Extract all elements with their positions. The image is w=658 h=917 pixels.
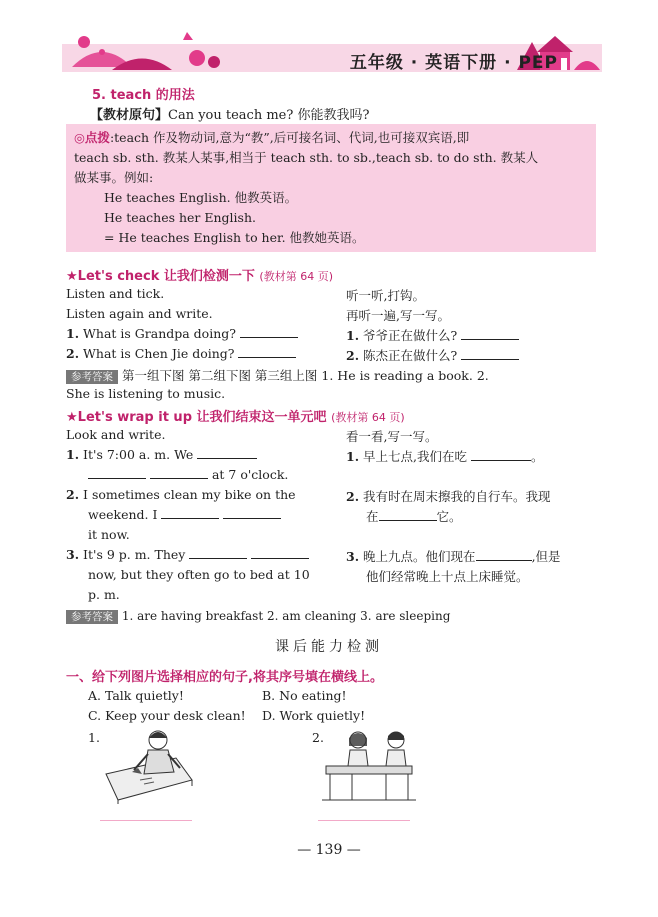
header-title: 五年级 · 英语下册 · PEP — [349, 53, 558, 73]
practice-part-1: 一、给下列图片选择相应的句子,将其序号填在横线上。 — [66, 670, 383, 685]
answer-blank[interactable] — [251, 558, 309, 559]
answer-blank[interactable] — [150, 478, 208, 479]
boy-drawing-on-desk-icon — [104, 726, 194, 804]
check-heading: ★Let's check 让我们检测一下 (教材第 64 页) — [66, 269, 333, 284]
original-label: 【教材原句】 — [90, 108, 169, 123]
tip-example-3: = He teaches English to her. 他教她英语。 — [104, 230, 365, 245]
page-number: — 139 — — [297, 842, 361, 858]
wrap-instruction-en: Look and write. — [66, 427, 166, 442]
picture-2-number: 2. — [312, 730, 324, 745]
wrap-q1-line2: at 7 o'clock. — [88, 467, 288, 482]
answer-label: 参考答案 — [66, 370, 118, 384]
answer-blank[interactable] — [240, 337, 298, 338]
check-question-1-cn: 1. 爷爷正在做什么? — [346, 326, 519, 344]
answer-blank[interactable] — [189, 558, 247, 559]
check-line-1-cn: 听一听,打钩。 — [346, 288, 425, 303]
answer-blank[interactable] — [476, 560, 532, 561]
check-line-2-cn: 再听一遍,写一写。 — [346, 308, 450, 323]
check-question-2-cn: 2. 陈杰正在做什么? — [346, 346, 519, 364]
wrap-q1-cn: 1. 早上七点,我们在吃 。 — [346, 449, 544, 464]
answer-blank[interactable] — [238, 357, 296, 358]
check-answer: 参考答案 第一组下图 第二组下图 第三组上图 1. He is reading a book. 2. — [66, 366, 489, 384]
tip-example-2: He teaches her English. — [104, 210, 256, 225]
answer-label: 参考答案 — [66, 610, 118, 624]
answer-line-1[interactable] — [100, 820, 192, 821]
original-text: Can you teach me? 你能教我吗? — [168, 108, 370, 123]
practice-title: 课后能力检测 — [275, 639, 383, 655]
answer-line-2[interactable] — [318, 820, 410, 821]
tip-label: 点拨 — [84, 130, 110, 145]
wrap-q3-cn-line2: 他们经常晚上十点上床睡觉。 — [366, 569, 529, 584]
option-b: B. No eating! — [262, 688, 347, 703]
answer-blank[interactable] — [88, 478, 146, 479]
wrap-q2: 2. I sometimes clean my bike on the — [66, 487, 296, 502]
wrap-q3: 3. It's 9 p. m. They — [66, 547, 309, 562]
option-c: C. Keep your desk clean! — [88, 708, 246, 723]
wrap-q3-line2: now, but they often go to bed at 10 — [88, 567, 310, 582]
original-sentence — [90, 104, 369, 123]
tip-example-1: He teaches English. 他教英语。 — [104, 190, 298, 205]
answer-blank[interactable] — [223, 518, 281, 519]
children-at-desk-icon — [322, 726, 416, 804]
wrap-q2-line3: it now. — [88, 527, 130, 542]
section-5-title: 5. teach 的用法 — [92, 88, 195, 103]
answer-blank[interactable] — [461, 359, 519, 360]
wrap-answer: 参考答案 1. are having breakfast 2. am cleaning 3. are sleeping — [66, 609, 450, 624]
check-line-1-en: Listen and tick. — [66, 286, 165, 301]
tip-line-2: teach sb. sth. 教某人某事,相当于 teach sth. to sb.,teach sb. to do sth. 教某人 — [74, 150, 539, 165]
check-answer-cont: She is listening to music. — [66, 386, 226, 401]
check-question-2: 2. What is Chen Jie doing? — [66, 346, 296, 361]
wrap-instruction-cn: 看一看,写一写。 — [346, 429, 438, 444]
check-question-1: 1. What is Grandpa doing? — [66, 326, 298, 341]
tip-line-3: 做某事。例如: — [74, 170, 154, 185]
check-line-2-en: Listen again and write. — [66, 306, 213, 321]
answer-blank[interactable] — [461, 339, 519, 340]
wrap-q2-line2: weekend. I — [88, 507, 281, 522]
wrap-ref: (教材第 64 页) — [331, 411, 405, 424]
tip-line-1: ◎点拨:teach 作及物动词,意为“教”,后可接名词、代词,也可接双宾语,即 — [74, 130, 470, 145]
answer-blank[interactable] — [379, 520, 437, 521]
answer-blank[interactable] — [471, 460, 531, 461]
option-d: D. Work quietly! — [262, 708, 366, 723]
wrap-q2-cn: 2. 我有时在周末擦我的自行车。我现 — [346, 489, 551, 504]
answer-blank[interactable] — [197, 458, 257, 459]
option-a: A. Talk quietly! — [88, 688, 184, 703]
wrap-q3-line3: p. m. — [88, 587, 120, 602]
picture-1-number: 1. — [88, 730, 100, 745]
answer-blank[interactable] — [161, 518, 219, 519]
tip-bullet-icon: ◎ — [74, 130, 85, 145]
wrap-q1: 1. It's 7:00 a. m. We — [66, 447, 257, 462]
wrap-q2-cn-line2: 在 它。 — [366, 509, 462, 524]
wrap-heading: ★Let's wrap it up 让我们结束这一单元吧 (教材第 64 页) — [66, 410, 405, 425]
check-ref: (教材第 64 页) — [259, 270, 333, 283]
wrap-q3-cn: 3. 晚上九点。他们现在 ,但是 — [346, 549, 561, 564]
